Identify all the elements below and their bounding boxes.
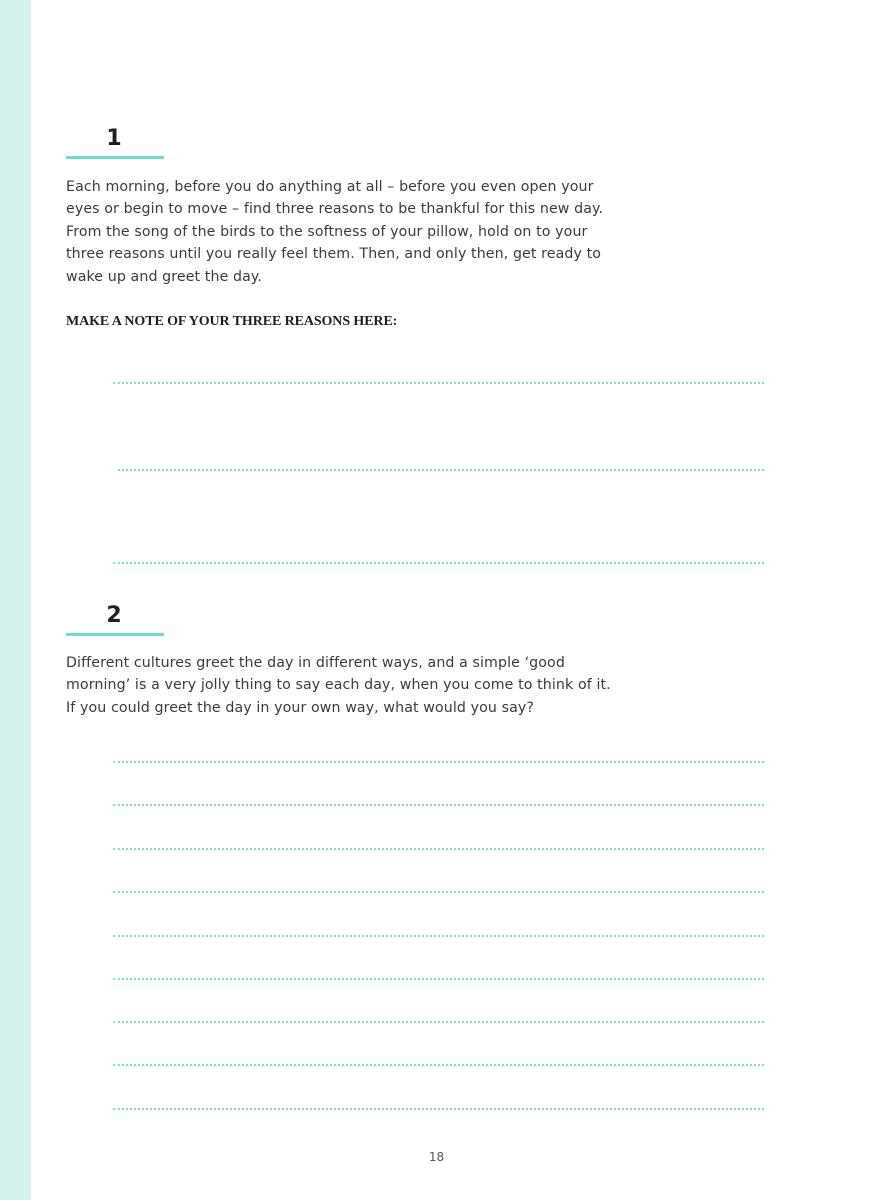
answer-writing-line[interactable] [113,848,764,850]
exercise-2-prompt: Different cultures greet the day in different ways, and a simple ‘good morning’ is a very jolly thing to say each day, when you come to think of it. If you could greet the day in your own way, what would you say? [66,655,611,716]
answer-writing-line[interactable] [113,935,764,937]
answer-writing-line[interactable] [113,891,764,893]
answer-writing-line[interactable] [113,1108,764,1110]
answer-writing-line[interactable] [113,1064,764,1066]
page-number: 18 [428,1150,445,1164]
answer-writing-line[interactable] [113,804,764,806]
answer-writing-line[interactable] [113,978,764,980]
reason-2-writing-line[interactable] [118,469,764,471]
side-color-band [0,0,31,1200]
exercise-1-number-underline [66,156,164,159]
reason-1-writing-line[interactable] [113,382,764,384]
answer-writing-line[interactable] [113,761,764,763]
exercise-1-note-heading: MAKE A NOTE OF YOUR THREE REASONS HERE: [66,314,398,329]
exercise-1-prompt: Each morning, before you do anything at all – before you even open your eyes or begin to move – find three reasons to be thankful for this new day. From the song of the birds to the softness of your pillow, hold on to your three reasons until you really feel them. Then, and only then, get ready to wake up and greet the day. [66,179,604,285]
exercise-2-number: 2 [106,603,122,628]
exercise-2-number-underline [66,633,164,636]
reason-3-writing-line[interactable] [113,562,764,564]
answer-writing-line[interactable] [113,1021,764,1023]
exercise-1-number: 1 [106,126,122,151]
